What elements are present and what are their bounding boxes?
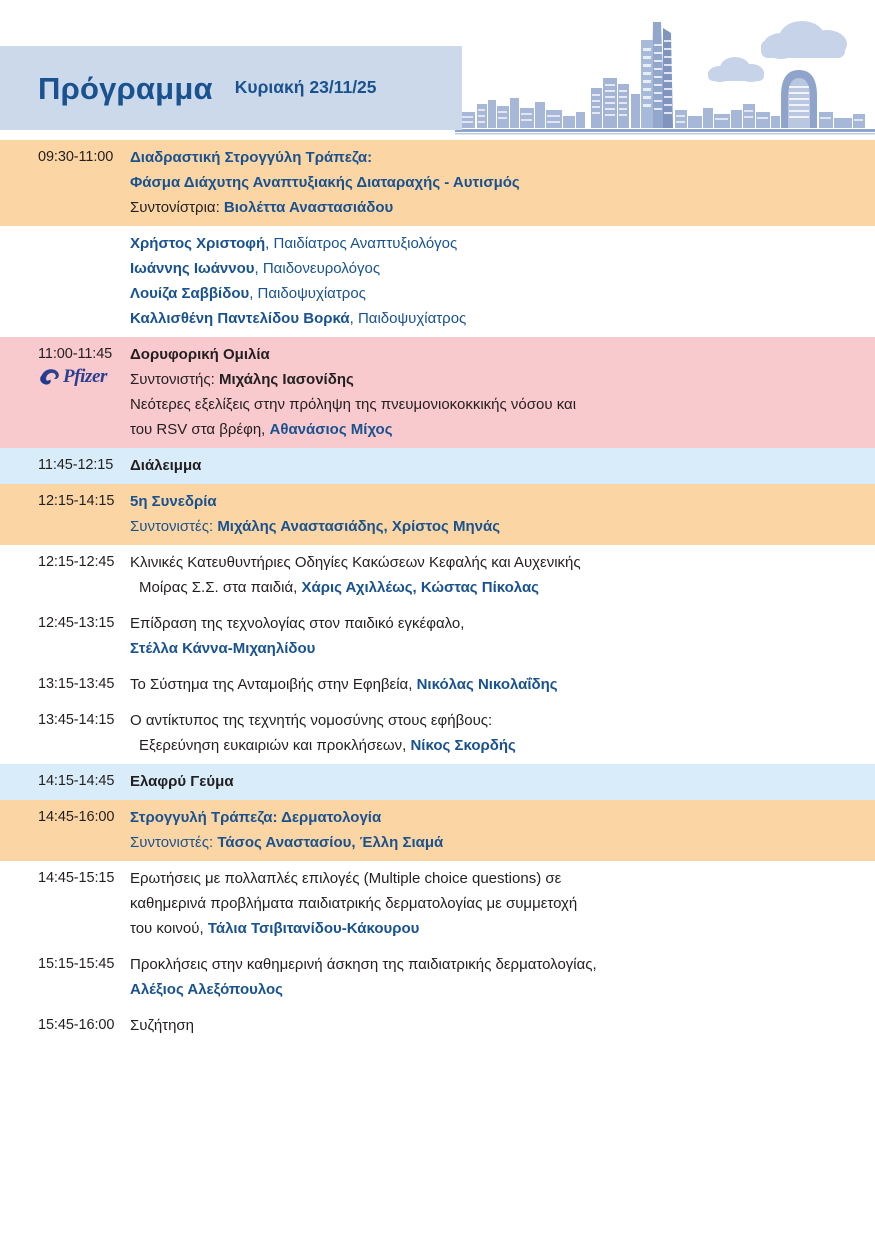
session-details (130, 611, 875, 661)
session-text: Εξερεύνηση ευκαιριών και προκλήσεων, (139, 737, 411, 754)
schedule-block-talk-technology-brain (0, 606, 875, 667)
speaker-or-title-text: Χάρις Αχιλλέως, Κώστας Πίκολας (301, 579, 539, 596)
session-line (130, 977, 841, 1002)
session-line (130, 611, 841, 636)
session-text: Μοίρας Σ.Σ. στα παιδιά, (139, 579, 302, 596)
speaker-or-title-text: Μιχάλης Ιασονίδης (218, 371, 354, 388)
session-line (130, 830, 841, 855)
schedule-row (0, 489, 875, 539)
session-line (130, 417, 841, 442)
time-label: 13:15-13:45 (38, 676, 115, 692)
session-details (130, 769, 875, 794)
session-details (130, 1013, 875, 1038)
schedule-block-talk-derm-challenges (0, 947, 875, 1008)
schedule-row (0, 672, 875, 697)
session-line (130, 514, 841, 539)
time-label: 12:15-12:45 (38, 554, 115, 570)
schedule-block-break (0, 448, 875, 484)
speaker-or-title-text: Νίκος Σκορδής (410, 737, 516, 754)
session-line (130, 866, 841, 891)
session-line (130, 891, 841, 916)
session-text: , Παιδοψυχίατρος (349, 310, 467, 327)
session-details (130, 453, 875, 478)
time-label: 14:15-14:45 (38, 773, 115, 789)
time-label: 12:45-13:15 (38, 615, 115, 631)
speaker-or-title-text: Στέλλα Κάννα-Μιχαηλίδου (130, 640, 316, 657)
schedule-row (0, 1013, 875, 1038)
session-line (130, 636, 841, 661)
page-title: Πρόγραμμα (38, 70, 213, 106)
schedule-row (0, 145, 875, 220)
session-details (130, 805, 875, 855)
session-text: Συντονιστές: (130, 834, 218, 851)
speaker-or-title-text: Διαδραστική Στρογγύλη Τράπεζα: (130, 149, 373, 166)
session-details (130, 342, 875, 442)
session-line (130, 306, 841, 331)
session-text: Το Σύστημα της Ανταμοιβής στην Εφηβεία, (130, 676, 417, 693)
time-label: 14:45-15:15 (38, 870, 115, 886)
session-text: Ερωτήσεις με πολλαπλές επιλογές (Multiple choice questions) σε (130, 870, 562, 887)
session-line (130, 708, 841, 733)
session-text: , Παιδοψυχίατρος (249, 285, 366, 302)
session-line (130, 145, 841, 170)
speaker-or-title-text: 5η Συνεδρία (130, 493, 217, 510)
schedule-row (0, 231, 875, 331)
speaker-or-title-text: Νικόλας Νικολαΐδης (416, 676, 558, 693)
speaker-or-title-text: Διάλειμμα (130, 457, 202, 474)
speaker-or-title-text: Ιωάννης Ιωάννου (130, 260, 255, 277)
schedule-block-talk-ai-adolescents (0, 703, 875, 764)
speaker-or-title-text: Χρήστος Χριστοφή (130, 235, 266, 252)
schedule-row (0, 952, 875, 1002)
session-line (130, 453, 841, 478)
program-date: Κυριακή 23/11/25 (234, 76, 377, 97)
schedule-block-autism-speakers (0, 226, 875, 337)
session-line (130, 170, 841, 195)
session-line (130, 342, 841, 367)
speaker-or-title-text: Δορυφορική Ομιλία (130, 346, 270, 363)
speaker-or-title-text: Καλλισθένη Παντελίδου Βορκά (130, 310, 350, 327)
pfizer-logo (38, 366, 122, 388)
schedule-block-talk-multiple-choice-questions (0, 861, 875, 947)
pfizer-swirl-icon (38, 366, 62, 388)
session-text: Συντονίστρια: (130, 199, 224, 216)
schedule-row (0, 866, 875, 941)
session-line (130, 256, 841, 281)
session-text: Συντονιστές: (130, 518, 218, 535)
time-label: 15:15-15:45 (38, 956, 115, 972)
speaker-or-title-text: Βιολέττα Αναστασιάδου (223, 199, 394, 216)
session-text: Επίδραση της τεχνολογίας στον παιδικό εγκέφαλο, (130, 615, 465, 632)
schedule-block-satellite-symposium-pfizer (0, 337, 875, 448)
session-text: του κοινού, (130, 920, 208, 937)
schedule-list (0, 140, 875, 1044)
schedule-row (0, 453, 875, 478)
session-details (130, 866, 875, 941)
cloud-icon (761, 21, 847, 59)
schedule-row (0, 805, 875, 855)
time-label: 09:30-11:00 (38, 149, 114, 165)
sponsor-logo-slot (0, 364, 130, 389)
time-label: 15:45-16:00 (38, 1017, 115, 1033)
time-label: 13:45-14:15 (38, 712, 115, 728)
session-text: Νεότερες εξελίξεις στην πρόληψη της πνευμονιοκοκκικής νόσου και (130, 396, 577, 413)
speaker-or-title-text: Λουίζα Σαββίδου (130, 285, 250, 302)
speaker-or-title-text: Ελαφρύ Γεύμα (130, 773, 234, 790)
session-line (130, 672, 841, 697)
speaker-or-title-text: Φάσμα Διάχυτης Αναπτυξιακής Διαταραχής - Αυτισμός (130, 174, 520, 191)
session-details (130, 708, 875, 758)
session-text: , Παιδονευρολόγος (254, 260, 381, 277)
schedule-block-round-table-dermatology-header (0, 800, 875, 861)
session-details (130, 231, 875, 331)
schedule-block-discussion (0, 1008, 875, 1044)
session-details (130, 145, 875, 220)
schedule-block-session-5-header (0, 484, 875, 545)
schedule-row (0, 550, 875, 600)
session-line (130, 367, 841, 392)
session-line (130, 733, 841, 758)
session-text: Προκλήσεις στην καθημερινή άσκηση της παιδιατρικής δερματολογίας, (130, 956, 597, 973)
session-text: του RSV στα βρέφη, (130, 421, 270, 438)
schedule-block-talk-head-neck-injuries (0, 545, 875, 606)
session-line (130, 805, 841, 830)
session-line (130, 231, 841, 256)
time-label: 11:45-12:15 (38, 457, 114, 473)
speaker-or-title-text: Αλέξιος Αλεξόπουλος (130, 981, 283, 998)
session-text: Συζήτηση (130, 1017, 195, 1034)
session-line (130, 392, 841, 417)
schedule-block-talk-reward-system (0, 667, 875, 703)
session-line (130, 952, 841, 977)
session-line (130, 550, 841, 575)
session-details (130, 550, 875, 600)
session-text: Ο αντίκτυπος της τεχνητής νομοσύνης στους εφήβους: (130, 712, 493, 729)
time-label: 12:15-14:15 (38, 493, 115, 509)
speaker-or-title-text: Τάσος Αναστασίου, Έλλη Σιαμά (217, 834, 444, 851)
city-skyline-icon (455, 0, 875, 140)
session-details (130, 489, 875, 539)
session-details (130, 672, 875, 697)
time-label: 14:45-16:00 (38, 809, 115, 825)
schedule-row (0, 611, 875, 661)
schedule-block-light-lunch (0, 764, 875, 800)
speaker-or-title-text: Τάλια Τσιβιτανίδου-Κάκουρου (207, 920, 420, 937)
session-text: καθημερινά προβλήματα παιδιατρικής δερματολογίας με συμμετοχή (130, 895, 578, 912)
session-text: Κλινικές Κατευθυντήριες Οδηγίες Κακώσεων Κεφαλής και Αυχενικής (130, 554, 581, 571)
speaker-or-title-text: Μιχάλης Αναστασιάδης, Χρίστος Μηνάς (217, 518, 500, 535)
header-title-group (0, 46, 462, 130)
session-text: , Παιδίατρος Αναπτυξιολόγος (265, 235, 458, 252)
session-text: Συντονιστής: (130, 371, 219, 388)
sponsor-row (0, 364, 130, 389)
speaker-or-title-text: Στρογγυλή Τράπεζα: Δερματολογία (130, 809, 382, 826)
schedule-block-round-table-autism (0, 140, 875, 226)
schedule-row (0, 769, 875, 794)
session-details (130, 952, 875, 1002)
page-header (0, 0, 875, 140)
time-label: 11:00-11:45 (38, 346, 113, 362)
session-line (130, 489, 841, 514)
session-line (130, 916, 841, 941)
pfizer-wordmark: Pfizer (63, 366, 108, 387)
schedule-row (0, 708, 875, 758)
cloud-icon (708, 57, 764, 82)
session-line (130, 1013, 841, 1038)
speaker-or-title-text: Αθανάσιος Μίχος (269, 421, 393, 438)
schedule-row (0, 342, 875, 442)
session-line (130, 195, 841, 220)
session-line (130, 281, 841, 306)
session-line (130, 769, 841, 794)
session-line (130, 575, 841, 600)
